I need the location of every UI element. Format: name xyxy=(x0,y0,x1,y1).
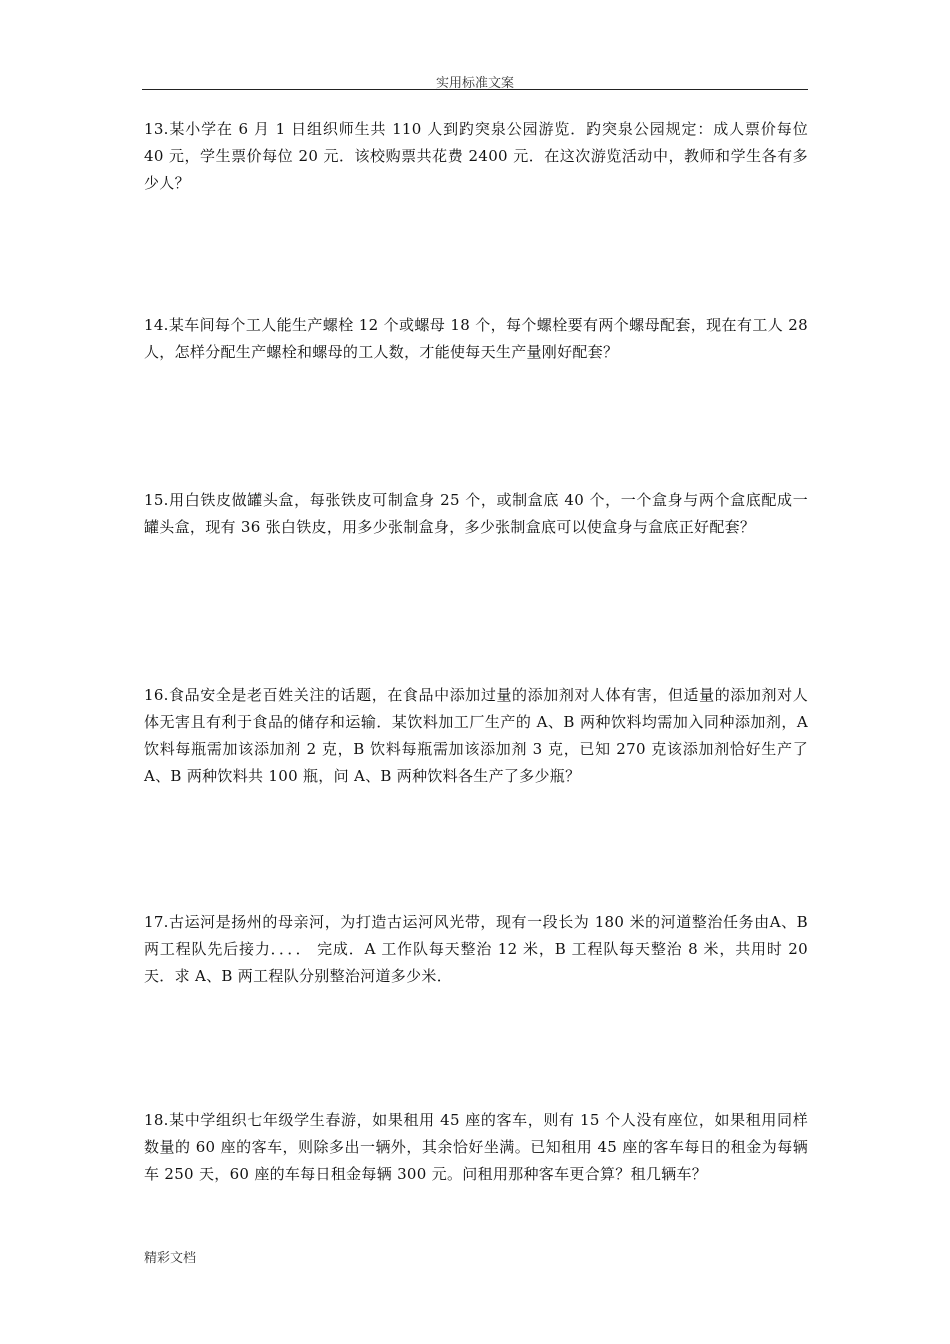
page-header-title: 实用标准文案 xyxy=(435,76,514,91)
problem-18: 18.某中学组织七年级学生春游，如果租用 45 座的客车，则有 15 个人没有座位，如果租用同样数量的 60 座的客车，则除多出一辆外，其余恰好坐满。已知租用 45 座的客车每日的租金为每辆车 250 天，60 座的车每日租金每辆 300 元。问租用那种客车更合算？租几辆车？ xyxy=(144,1111,808,1183)
problem-13: 13.某小学在 6 月 1 日组织师生共 110 人到趵突泉公园游览．趵突泉公园规定：成人票价每位 40 元，学生票价每位 20 元．该校购票共花费 2400 元．在这次游览活动中，教师和学生各有多少人？ xyxy=(144,120,808,192)
problem-16: 16.食品安全是老百姓关注的话题，在食品中添加过量的添加剂对人体有害，但适量的添加剂对人体无害且有利于食品的储存和运输．某饮料加工厂生产的 A、B 两种饮料均需加入同种添加剂，A 饮料每瓶需加该添加剂 2 克，B 饮料每瓶需加该添加剂 3 克，已知 270 克该添加剂恰好生产了 A、B 两种饮料共 100 瓶，问 A、B 两种饮料各生产了多少瓶？ xyxy=(144,686,808,785)
problem-15: 15.用白铁皮做罐头盒，每张铁皮可制盒身 25 个，或制盒底 40 个，一个盒身与两个盒底配成一罐头盒，现有 36 张白铁皮，用多少张制盒身，多少张制盒底可以使盒身与盒底正好配套？ xyxy=(144,491,808,536)
problem-17: 17.古运河是扬州的母亲河，为打造古运河风光带，现有一段长为 180 米的河道整治任务由A、B 两工程队先后接力．．．． 完成．A 工作队每天整治 12 米，B 工程队每天整治 8 米，共用时 20 天．求 A、B 两工程队分别整治河道多少米． xyxy=(144,913,808,985)
header-divider xyxy=(142,89,808,90)
problem-14: 14.某车间每个工人能生产螺栓 12 个或螺母 18 个，每个螺栓要有两个螺母配套，现在有工人 28 人，怎样分配生产螺栓和螺母的工人数，才能使每天生产量刚好配套？ xyxy=(144,316,808,361)
page-footer-text: 精彩文档 xyxy=(144,1251,197,1266)
